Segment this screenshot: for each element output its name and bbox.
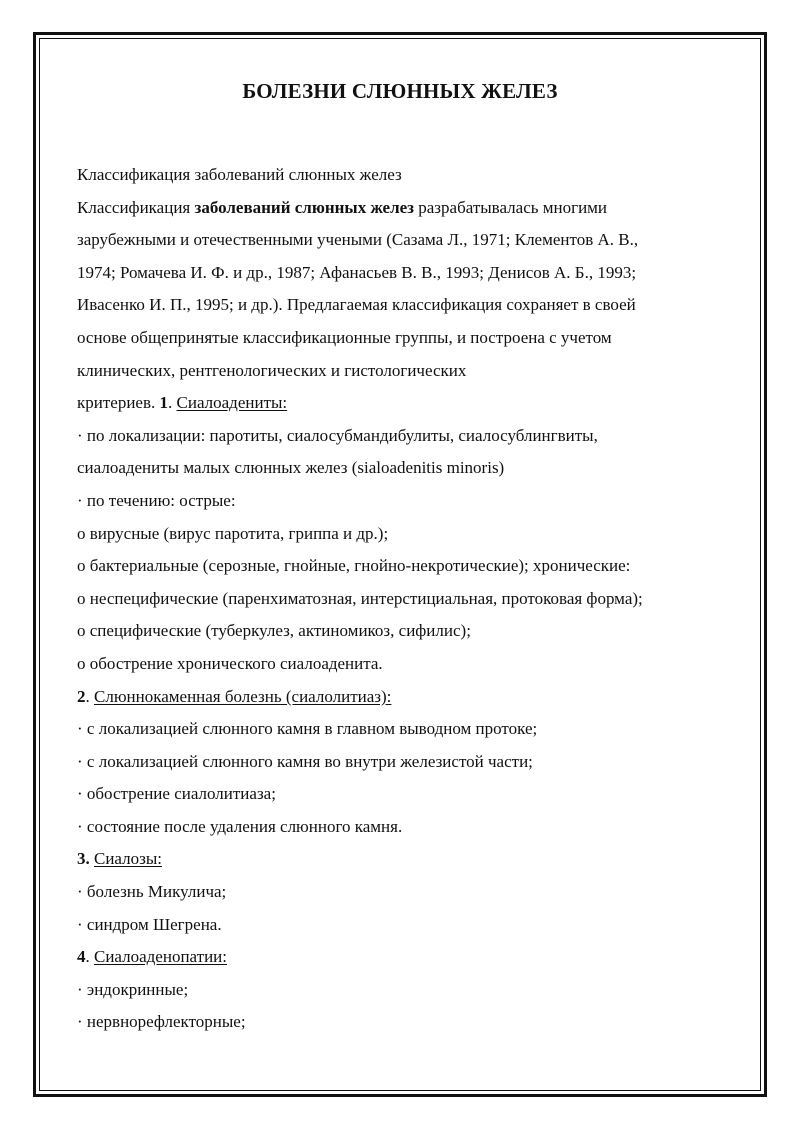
section-number: 1 (159, 393, 169, 413)
section-title: Сиалоадениты: (176, 393, 288, 413)
text-run: . (168, 393, 177, 413)
section-title: Сиалоаденопатии: (94, 947, 228, 967)
list-item: · состояние после удаления слюнного камня. (77, 816, 403, 836)
list-item: · с локализацией слюнного камня в главном выводном протоке; (77, 719, 538, 739)
paragraph-line: клинических, рентгенологических и гистологических (77, 360, 467, 380)
paragraph-line: основе общепринятые классификационные группы, и построена с учетом (77, 327, 612, 347)
paragraph-line: Ивасенко И. П., 1995; и др.). Предлагаемая классификация сохраняет в своей (77, 295, 636, 315)
list-item: о вирусные (вирус паротита, гриппа и др.); (77, 523, 389, 543)
paragraph-line: зарубежными и отечественными учеными (Сазама Л., 1971; Клементов А. В., (77, 230, 639, 250)
list-item: о бактериальные (серозные, гнойные, гнойно-некротические); хронические: (77, 556, 631, 576)
section-heading-2 (77, 681, 727, 714)
list-item: · синдром Шегрена. (77, 914, 222, 934)
section-number: 4 (77, 947, 86, 967)
list-item: · болезнь Микулича; (77, 882, 227, 902)
list-item: сиалоадениты малых слюнных желез (sialoadenitis minoris) (77, 458, 505, 478)
text-run: разрабатывалась многими (414, 197, 608, 217)
section-heading-1 (77, 387, 727, 420)
bold-text: заболеваний слюнных желез (194, 197, 415, 217)
paragraph-heading: Классификация заболеваний слюнных желез (77, 165, 402, 184)
section-heading-4 (77, 941, 727, 974)
text-run: критериев. (77, 393, 160, 413)
section-number: 3. (77, 849, 90, 869)
section-title: Сиалозы: (94, 849, 162, 869)
page-title: БОЛЕЗНИ СЛЮННЫХ ЖЕЛЕЗ (242, 79, 558, 103)
list-item: · нервнорефлекторные; (77, 1012, 246, 1032)
list-item: о обострение хронического сиалоаденита. (77, 653, 383, 673)
list-item: · обострение сиалолитиаза; (77, 784, 276, 804)
section-heading-3 (77, 843, 727, 876)
list-item: о специфические (туберкулез, актиномикоз, сифилис); (77, 621, 471, 641)
document-body (77, 159, 727, 1039)
list-item: · по течению: острые: (77, 490, 236, 510)
text-run: . (85, 686, 94, 706)
list-item: · с локализацией слюнного камня во внутри железистой части; (77, 751, 533, 771)
list-item: о неспецифические (паренхиматозная, интерстициальная, протоковая форма); (77, 588, 643, 608)
section-number: 2 (77, 686, 86, 706)
list-item: · эндокринные; (77, 979, 189, 999)
text-run: Классификация (77, 197, 195, 217)
text-run: . (85, 947, 94, 967)
section-title: Слюннокаменная болезнь (сиалолитиаз): (94, 686, 392, 706)
list-item: · по локализации: паротиты, сиалосубмандибулиты, сиалосублингвиты, (77, 425, 598, 445)
paragraph-line (77, 192, 727, 225)
paragraph-line: 1974; Ромачева И. Ф. и др., 1987; Афанасьев В. В., 1993; Денисов А. Б., 1993; (77, 262, 637, 282)
